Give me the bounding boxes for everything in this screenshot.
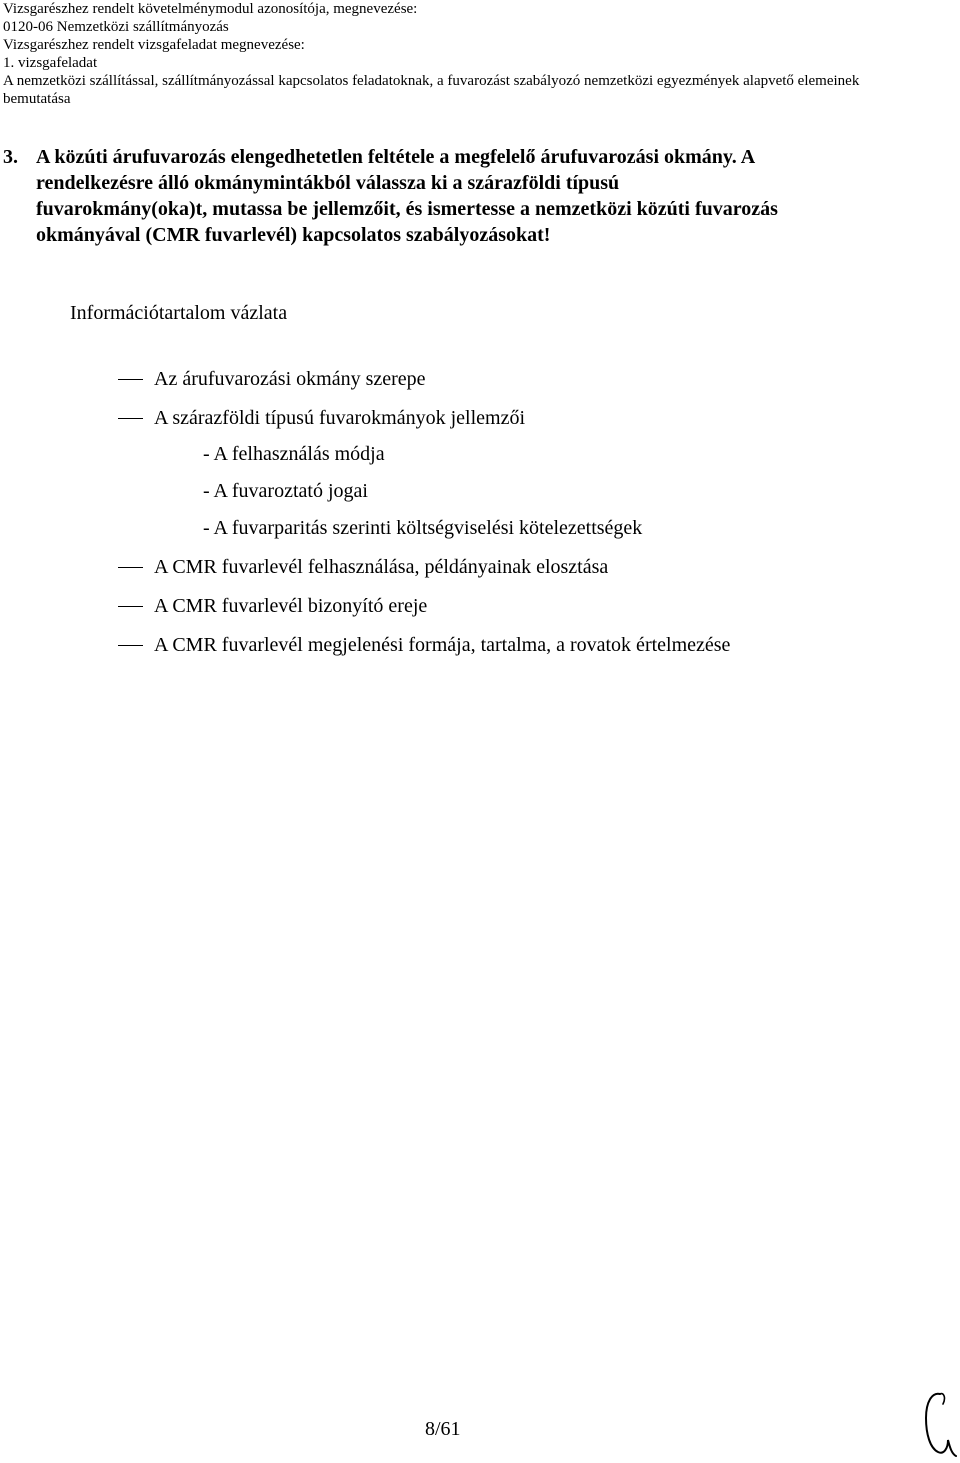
outline-subitem: - A fuvarparitás szerinti költségviselési kötelezettségek xyxy=(203,517,643,539)
outline-item-text: A CMR fuvarlevél felhasználása, példányainak elosztása xyxy=(154,556,609,578)
outline-item-text: A CMR fuvarlevél bizonyító ereje xyxy=(154,595,428,617)
outline-item-text: A szárazföldi típusú fuvarokmányok jellemzői xyxy=(154,407,526,429)
outline-item xyxy=(118,367,426,391)
task-line: okmányával (CMR fuvarlevél) kapcsolatos szabályozásokat! xyxy=(36,224,551,246)
outline-item xyxy=(118,555,609,579)
task-statement xyxy=(3,144,903,248)
task-line: A közúti árufuvarozás elengedhetetlen feltétele a megfelelő árufuvarozási okmány. A xyxy=(36,146,756,168)
dash-bullet-icon xyxy=(118,418,143,419)
document-header xyxy=(3,0,953,108)
outline-item xyxy=(118,406,526,430)
dash-bullet-icon xyxy=(118,645,143,646)
task-line: fuvarokmány(oka)t, mutassa be jellemzőit, és ismertesse a nemzetközi közúti fuvarozás xyxy=(36,198,778,220)
outline-subitem: - A fuvaroztató jogai xyxy=(203,480,368,502)
outline-item xyxy=(118,594,428,618)
dash-bullet-icon xyxy=(118,606,143,607)
header-line: bemutatása xyxy=(3,91,71,107)
header-line: A nemzetközi szállítással, szállítmányozással kapcsolatos feladatoknak, a fuvarozást szabályozó nemzetközi egyezmények alapvető elemeinek xyxy=(3,73,860,89)
dash-bullet-icon xyxy=(118,567,143,568)
header-line: 1. vizsgafeladat xyxy=(3,55,98,71)
outline-item xyxy=(118,633,731,657)
outline-title: Információtartalom vázlata xyxy=(70,302,288,324)
task-line: rendelkezésre álló okmánymintákból válassza ki a szárazföldi típusú xyxy=(36,172,620,194)
task-number: 3. xyxy=(3,146,18,168)
outline-item-text: A CMR fuvarlevél megjelenési formája, tartalma, a rovatok értelmezése xyxy=(154,634,731,656)
outline-item-text: Az árufuvarozási okmány szerepe xyxy=(154,368,426,390)
header-line: Vizsgarészhez rendelt vizsgafeladat megnevezése: xyxy=(3,37,305,53)
signature-icon xyxy=(918,1388,960,1460)
header-line: 0120-06 Nemzetközi szállítmányozás xyxy=(3,19,229,35)
outline-subitem: - A felhasználás módja xyxy=(203,443,385,465)
page-number: 8/61 xyxy=(425,1418,461,1440)
header-line: Vizsgarészhez rendelt követelménymodul azonosítója, megnevezése: xyxy=(3,1,418,17)
dash-bullet-icon xyxy=(118,379,143,380)
